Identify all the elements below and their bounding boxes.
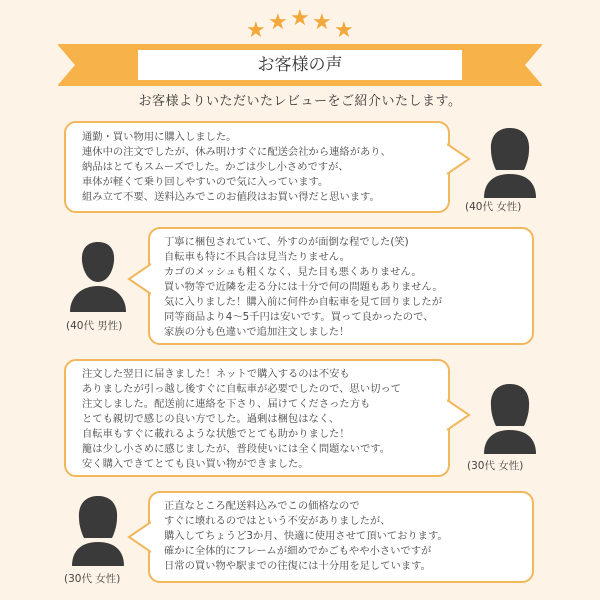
star-icon: ★ [334,18,354,43]
reviewer-age-label: (30代 女性) [467,460,524,472]
star-icon: ★ [268,10,288,35]
review-text-line: とても親切で感じの良い方でした。過剰は梱包はなく、 [82,413,340,425]
review-text-line: 気に入りました！購入前に何件か自転車を見て回りましたが [164,296,443,308]
review-text-line: 注文した翌日に届きました！ネットで購入するのは不安も [82,368,350,380]
reviewer-age-label: (30代 女性) [64,573,121,585]
star-icon: ★ [246,18,266,43]
bubble-tail [447,142,471,176]
star-icon: ★ [290,6,310,31]
review-text-line: 正直なところ配送料込みでこの価格なので [164,500,360,512]
review-bubble [148,491,534,583]
review-text-line: ありましたが引っ越し後すぐに自転車が必要でしたので、思い切って [82,383,401,395]
reviewer-age-label: (40代 女性) [465,201,522,213]
review-text-line: 納品はとてもスムーズでした。かごは少し小さめですが、 [82,161,349,173]
review-text-line: 確かに全体的にフレームが細めでかごもやや小さいですが [164,545,432,557]
review-text-line: 組み立て不要、送料込みでこのお値段はお買い得だと思います。 [82,191,380,203]
review-text-line: 通勤・買い物用に購入しました。 [82,131,237,143]
review-text-line: 買い物等で近隣を走る分には十分で何の問題もありません。 [164,281,443,293]
review-text-line: 丁寧に梱包されていて、外すのが面倒な程でした(笑) [164,236,409,248]
avatar-male-icon [60,236,136,312]
review-text-line: カゴのメッシュも粗くなく、見た目も悪くありません。 [164,266,422,278]
page-title: お客様の声 [138,50,462,80]
review-text-line: 購入してちょうど3か月、快適に使用させて頂いております。 [164,530,448,542]
review-text-line: すぐに壊れるのではという不安がありましたが、 [164,515,391,527]
review-bubble [64,359,450,477]
review-text-line: 車体が軽くて乗り回しやすいので気に入っています。 [82,176,329,188]
avatar-female-icon [60,490,136,566]
review-text-line: 自転車も特に不具合は見当たりません。 [164,251,350,263]
review-text-line: 家族の分も色違いで追加注文しました！ [164,326,350,338]
star-icon: ★ [312,10,332,35]
avatar-female-icon [472,122,548,198]
review-text-line: 自転車もすぐに載れるような状態でとても助かりました！ [82,428,350,440]
review-text-line: 注文しました。配送前に連絡を下さり、届けてくださった方も [82,398,371,410]
review-text-line: 安く購入できてとても良い買い物ができました。 [82,458,309,470]
reviewer-age-label: (40代 男性) [66,320,123,332]
review-text-line: 同等商品より4～5千円は安いです。買って良かったので、 [164,311,434,323]
title-banner [58,44,542,86]
bubble-tail [447,398,471,432]
review-bubble [148,227,534,345]
review-text-line: 日常の買い物や駅までの往復には十分用を足しています。 [164,560,431,572]
rating-stars [0,8,600,42]
review-text-line: 連休中の注文でしたが、休み明けすぐに配送会社から連絡があり、 [82,146,391,158]
review-text-line: 籠は少し小さめに感じましたが、普段使いには全く問題ないです。 [82,443,391,455]
avatar-female-icon [472,378,548,454]
page-subtitle: お客様よりいただいたレビューをご紹介いたします。 [138,94,462,109]
review-bubble [64,121,450,213]
